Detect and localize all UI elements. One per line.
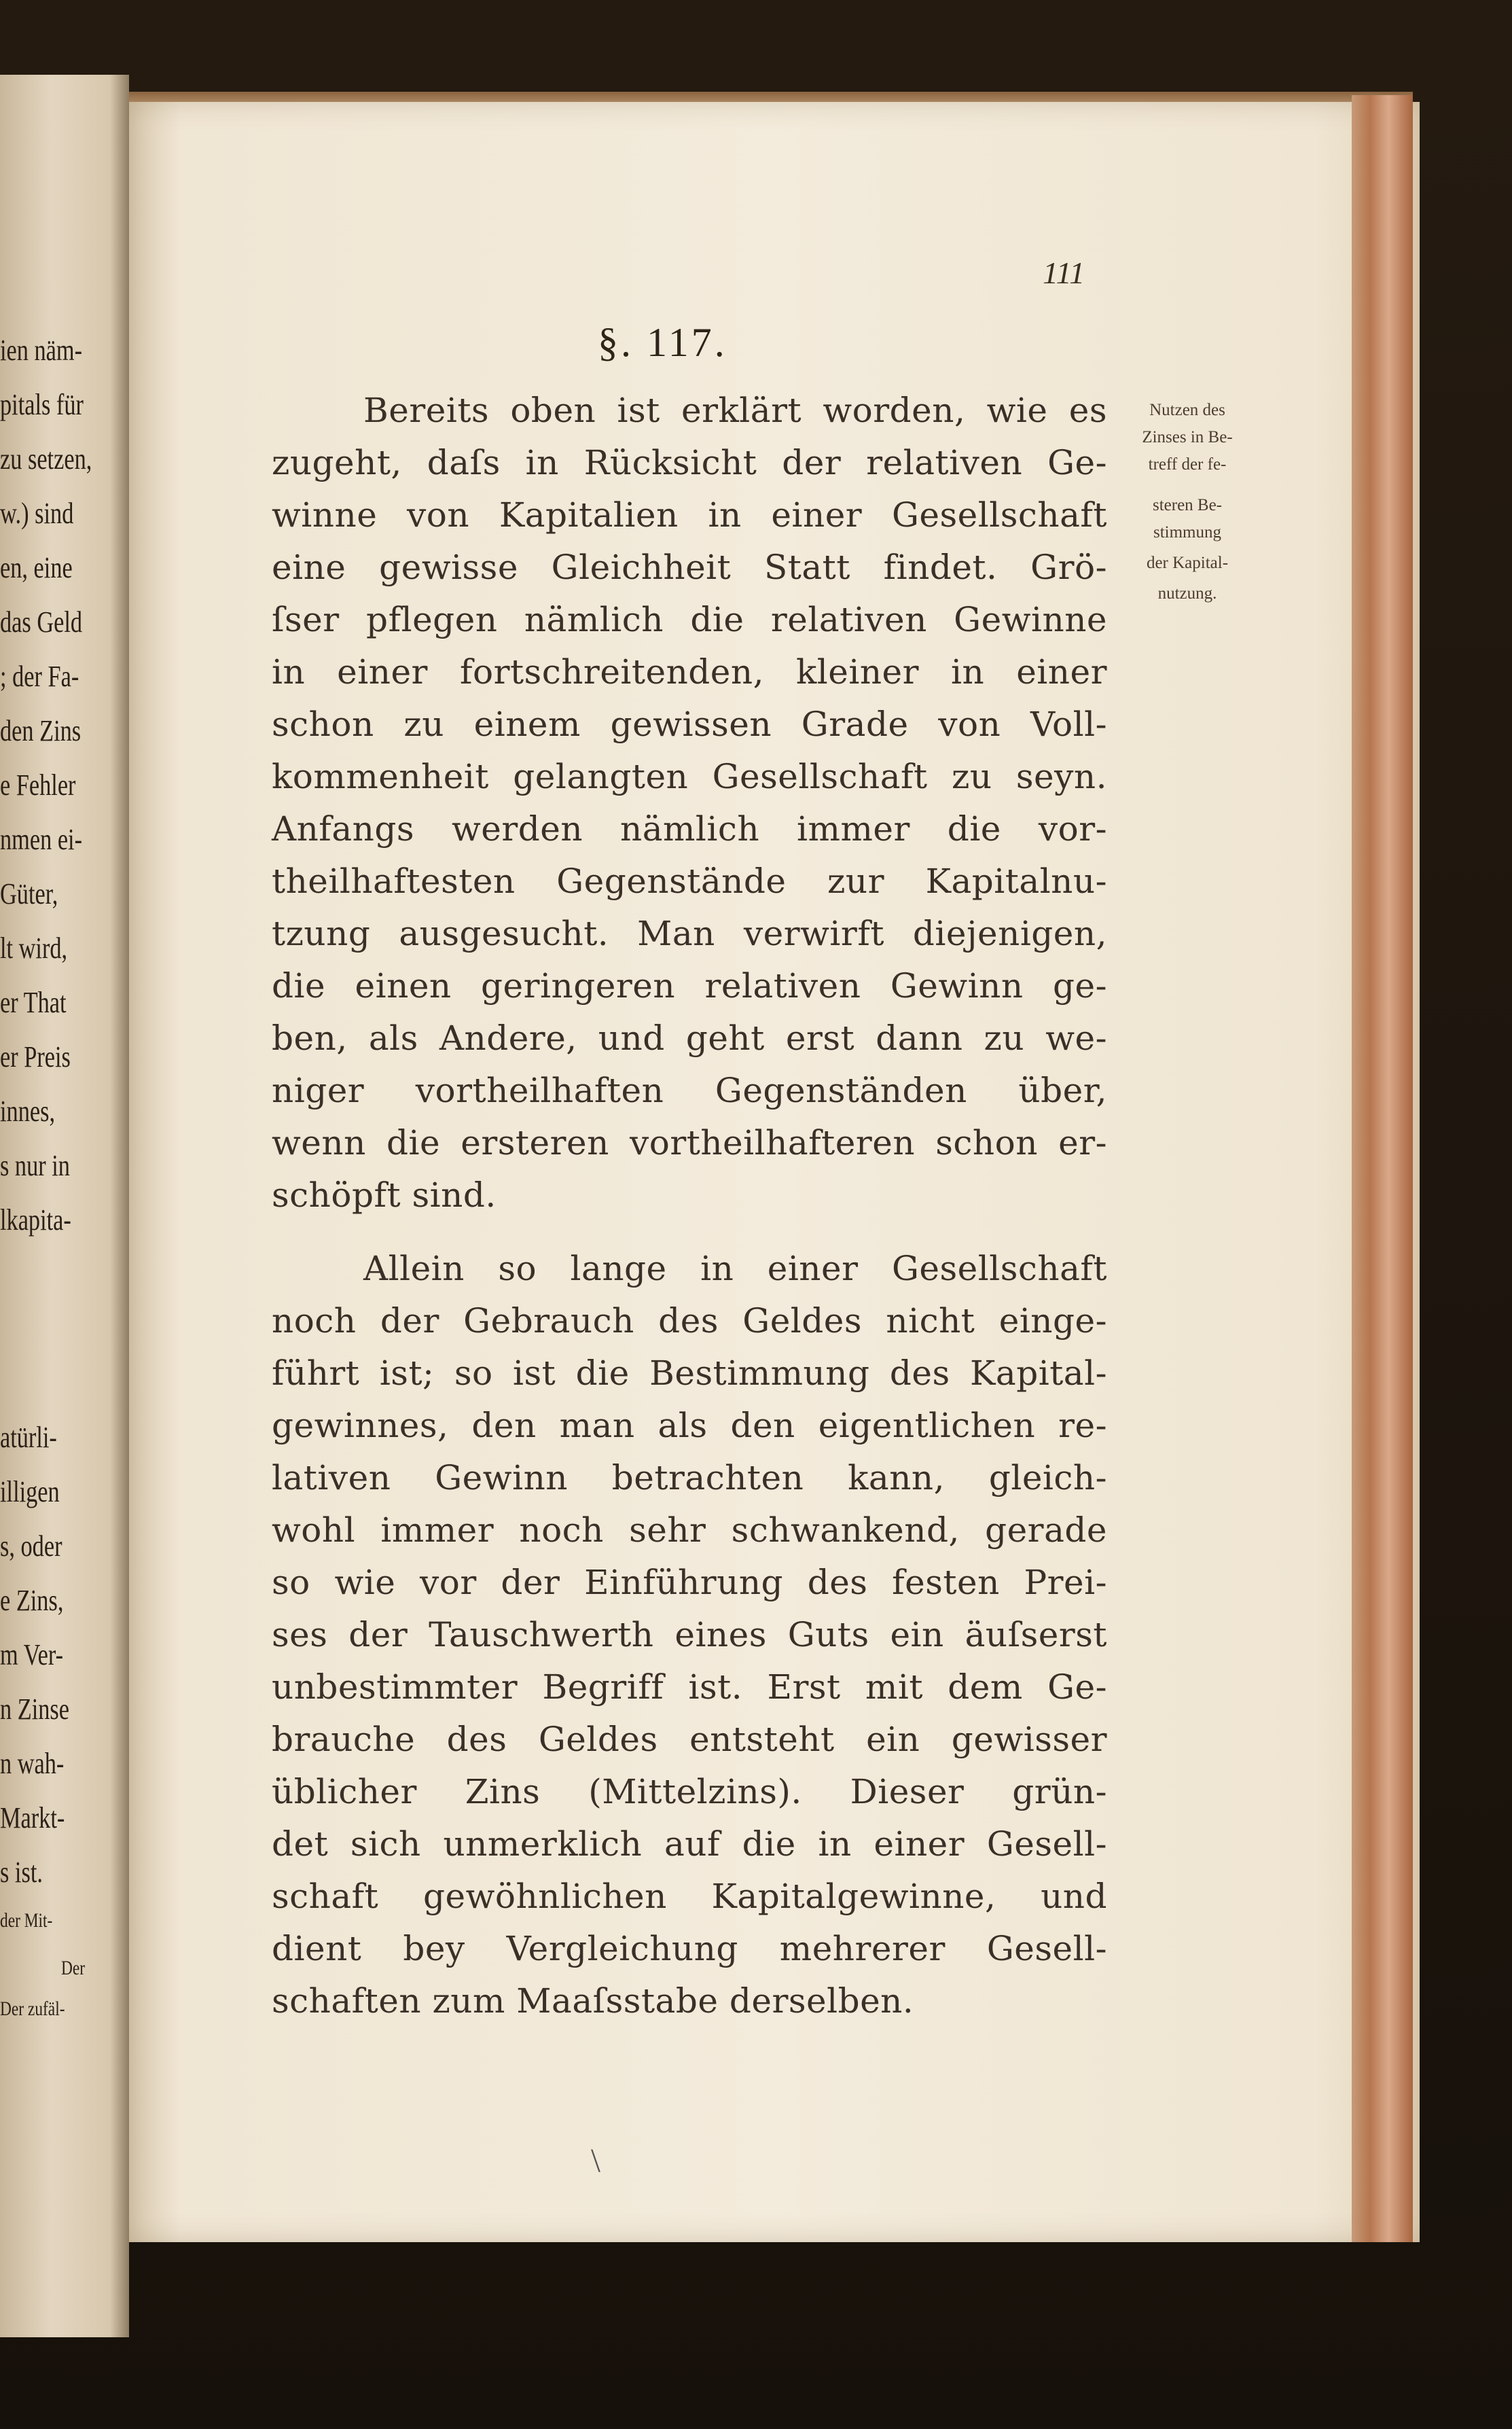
left-page-line: ; der Fa-: [0, 660, 79, 693]
body-text-line: die einen geringeren relativen Gewinn ge-: [272, 966, 1107, 1006]
left-page-line: er That: [0, 986, 67, 1019]
body-text-line: so wie vor der Einführung des festen Prei-: [272, 1563, 1107, 1602]
left-page-line: lkapita-: [0, 1203, 71, 1237]
margin-note-line: Zinses in Be-: [1142, 428, 1233, 446]
left-page-line: atürli-: [0, 1421, 57, 1454]
body-text-line: üblicher Zins (Mittelzins). Dieser grün-: [272, 1772, 1107, 1811]
left-page-line: e Zins,: [0, 1584, 64, 1617]
body-text-line: wohl immer noch sehr schwankend, gerade: [272, 1510, 1107, 1550]
body-text-line: schon zu einem gewissen Grade von Voll-: [272, 705, 1107, 744]
left-page-line: n wah-: [0, 1747, 65, 1780]
left-page-line: e Fehler: [0, 768, 76, 802]
margin-note-line: Nutzen des: [1149, 401, 1225, 419]
left-page-line: ien näm-: [0, 334, 83, 367]
body-text-line: schaften zum Maaſsstabe derselben.: [272, 1981, 914, 2021]
left-page-line: nmen ei-: [0, 823, 83, 856]
body-text-line: kommenheit gelangten Gesellschaft zu seyn.: [272, 757, 1107, 796]
margin-note-line: stimmung: [1153, 523, 1221, 542]
left-page-line: pitals für: [0, 388, 84, 421]
left-page-line: Der zufäl-: [0, 1998, 65, 2020]
section-heading: §. 117.: [598, 320, 727, 365]
left-page-line: s nur in: [0, 1149, 70, 1182]
body-text-line: eine gewisse Gleichheit Statt findet. Grö-: [272, 548, 1107, 587]
body-text-line: lativen Gewinn betrachten kann, gleich-: [272, 1458, 1107, 1497]
body-text-line: führt ist; so ist die Bestimmung des Kapital-: [272, 1353, 1107, 1393]
left-page-line: das Geld: [0, 605, 83, 639]
left-page-line: illigen: [0, 1475, 60, 1508]
left-page-line: en, eine: [0, 551, 73, 584]
body-text-line: det sich unmerklich auf die in einer Gesell-: [272, 1824, 1107, 1864]
body-text-line: brauche des Geldes entsteht ein gewisser: [272, 1720, 1107, 1759]
ink-mark: \: [591, 2141, 600, 2179]
margin-note-line: steren Be-: [1152, 496, 1223, 514]
left-page-line: der Mit-: [0, 1909, 53, 1932]
left-page-line: lt wird,: [0, 932, 68, 965]
body-text-line: ben, als Andere, und geht erst dann zu we-: [272, 1018, 1107, 1058]
left-page-line: innes,: [0, 1095, 56, 1128]
left-page-line: m Ver-: [0, 1638, 64, 1671]
left-page-line: Güter,: [0, 877, 58, 910]
body-text-line: theilhaftesten Gegenstände zur Kapitalnu-: [272, 862, 1107, 901]
left-page-line: s, oder: [0, 1529, 62, 1563]
left-page-line: Markt-: [0, 1801, 65, 1834]
body-text-line: schöpft sind.: [272, 1175, 497, 1215]
body-text-line: ſser pflegen nämlich die relativen Gewinne: [272, 600, 1107, 639]
body-text-line: ses der Tauschwerth eines Guts ein äuſserst: [272, 1615, 1107, 1654]
left-page-line: Der: [61, 1957, 86, 1979]
margin-note-line: nutzung.: [1157, 584, 1217, 603]
body-text-line: schaft gewöhnlichen Kapitalgewinne, und: [272, 1877, 1107, 1916]
body-text-line: noch der Gebrauch des Geldes nicht einge-: [272, 1301, 1107, 1341]
body-text-line: niger vortheilhaften Gegenständen über,: [272, 1071, 1107, 1110]
body-text-line: wenn die ersteren vortheilhafteren schon er-: [272, 1123, 1107, 1163]
body-text-line: Anfangs werden nämlich immer die vor-: [272, 809, 1107, 849]
body-text-line: tzung ausgesucht. Man verwirft diejenigen,: [272, 914, 1107, 953]
body-text-line: winne von Kapitalien in einer Gesellschaft: [272, 495, 1107, 535]
body-text-line: gewinnes, den man als den eigentlichen re-: [272, 1406, 1107, 1445]
page-number: 111: [1043, 255, 1085, 290]
body-text-line: dient bey Vergleichung mehrerer Gesell-: [272, 1929, 1107, 1968]
body-text-line: in einer fortschreitenden, kleiner in einer: [272, 652, 1107, 692]
left-page: [0, 75, 129, 2337]
book-cover-side-edge: [1352, 95, 1413, 2242]
body-text-line: zugeht, daſs in Rücksicht der relativen Ge-: [272, 443, 1107, 482]
body-text-line: unbestimmter Begriff ist. Erst mit dem Ge-: [272, 1667, 1107, 1707]
body-text-line: Allein so lange in einer Gesellschaft: [363, 1249, 1107, 1288]
margin-note-line: der Kapital-: [1146, 554, 1229, 572]
body-text-line: Bereits oben ist erklärt worden, wie es: [363, 391, 1107, 430]
left-page-line: er Preis: [0, 1040, 71, 1074]
left-page-line: zu setzen,: [0, 442, 92, 476]
left-page-line: w.) sind: [0, 497, 74, 530]
margin-note-line: treff der fe-: [1148, 455, 1227, 474]
left-page-line: den Zins: [0, 714, 82, 747]
left-page-line: n Zinse: [0, 1692, 69, 1726]
left-page-line: s ist.: [0, 1856, 43, 1889]
